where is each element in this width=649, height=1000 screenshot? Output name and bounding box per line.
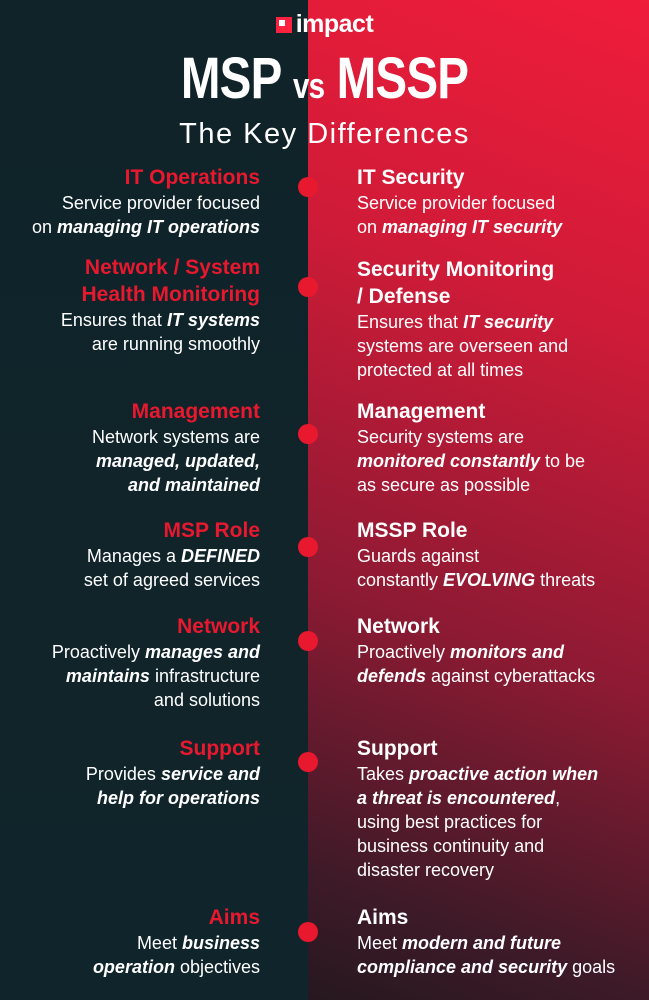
- msp-item: [32, 164, 260, 239]
- mssp-item-text: protected at all times: [357, 360, 524, 380]
- timeline-dot: [298, 752, 318, 772]
- msp-item-heading: MSP Role: [163, 519, 260, 542]
- mssp-item: [357, 613, 637, 688]
- timeline-dot: [298, 922, 318, 942]
- mssp-item-text: defends against cyberattacks: [357, 666, 596, 686]
- mssp-item: [357, 904, 637, 979]
- mssp-item-heading: MSSP Role: [357, 519, 468, 542]
- mssp-item-text: constantly EVOLVING threats: [357, 570, 596, 590]
- msp-item-text: help for operations: [96, 788, 260, 808]
- timeline-dot: [298, 177, 318, 197]
- msp-item-text: are running smoothly: [91, 334, 260, 354]
- impact-logo: [0, 10, 649, 39]
- mssp-item-text: compliance and security goals: [357, 957, 616, 977]
- mssp-item-text: a threat is encountered,: [357, 788, 561, 808]
- mssp-item-text: Security systems are: [357, 427, 525, 447]
- msp-item-text: on managing IT operations: [31, 217, 260, 237]
- msp-item-text: Network systems are: [91, 427, 260, 447]
- mssp-item-heading: Aims: [357, 906, 409, 929]
- mssp-item-heading: Support: [357, 737, 438, 760]
- mssp-item-text: business continuity and: [357, 836, 545, 856]
- msp-item-text: operation objectives: [92, 957, 260, 977]
- msp-item-text: maintains infrastructure: [65, 666, 260, 686]
- mssp-item-text: on managing IT security: [357, 217, 563, 237]
- mssp-item: [357, 517, 637, 592]
- msp-item-text: Provides service and: [85, 764, 260, 784]
- msp-item-heading: Aims: [208, 906, 260, 929]
- mssp-item: [357, 735, 637, 882]
- mssp-item-heading: IT Security: [357, 166, 465, 189]
- msp-item: [61, 254, 260, 356]
- msp-item-text: and solutions: [153, 690, 260, 710]
- impact-logo-icon: [276, 17, 292, 33]
- mssp-item-heading: / Defense: [357, 285, 451, 308]
- msp-item-text: Proactively manages and: [51, 642, 260, 662]
- msp-item: [92, 398, 260, 497]
- msp-item-heading: Support: [179, 737, 260, 760]
- msp-item-heading: Management: [131, 400, 260, 423]
- msp-item-text: Manages a DEFINED: [86, 546, 260, 566]
- msp-item-text: Ensures that IT systems: [60, 310, 260, 330]
- msp-item: [84, 517, 260, 592]
- title-vs: vs: [293, 65, 325, 106]
- mssp-item-text: Ensures that IT security: [357, 312, 554, 332]
- msp-item: [52, 613, 260, 712]
- msp-item: [86, 735, 260, 810]
- timeline-dot: [298, 424, 318, 444]
- mssp-item-text: using best practices for: [357, 812, 543, 832]
- msp-item-text: set of agreed services: [83, 570, 260, 590]
- mssp-item: [357, 164, 637, 239]
- mssp-item-text: systems are overseen and: [357, 336, 569, 356]
- timeline-dot: [298, 631, 318, 651]
- timeline-dot: [298, 537, 318, 557]
- mssp-item-text: Proactively monitors and: [357, 642, 565, 662]
- subtitle: The Key Differences: [179, 118, 470, 150]
- msp-item-heading: IT Operations: [124, 166, 260, 189]
- mssp-item-text: Service provider focused: [357, 193, 556, 213]
- msp-item: [93, 904, 260, 979]
- page-title: [58, 44, 590, 121]
- mssp-item-text: as secure as possible: [357, 475, 531, 495]
- mssp-item-heading: Management: [357, 400, 486, 423]
- title-mssp: MSSP: [336, 46, 469, 111]
- msp-item-text: and maintained: [127, 475, 260, 495]
- msp-item-text: Meet business: [136, 933, 260, 953]
- mssp-item-text: monitored constantly to be: [357, 451, 586, 471]
- msp-item-text: managed, updated,: [95, 451, 260, 471]
- mssp-item: [357, 256, 637, 382]
- logo-text: impact: [295, 10, 374, 38]
- msp-item-heading: Network: [177, 615, 260, 638]
- mssp-item-text: Takes proactive action when: [357, 764, 599, 784]
- msp-item-text: Service provider focused: [61, 193, 260, 213]
- mssp-item-text: Guards against: [357, 546, 480, 566]
- msp-item-heading: Network / System: [84, 256, 260, 279]
- msp-item-heading: Health Monitoring: [81, 283, 260, 306]
- timeline-dot: [298, 277, 318, 297]
- mssp-item-text: Meet modern and future: [357, 933, 562, 953]
- mssp-item-heading: Security Monitoring: [357, 258, 555, 281]
- mssp-item-text: disaster recovery: [357, 860, 495, 880]
- mssp-item-heading: Network: [357, 615, 440, 638]
- mssp-item: [357, 398, 637, 497]
- title-msp: MSP: [180, 46, 281, 111]
